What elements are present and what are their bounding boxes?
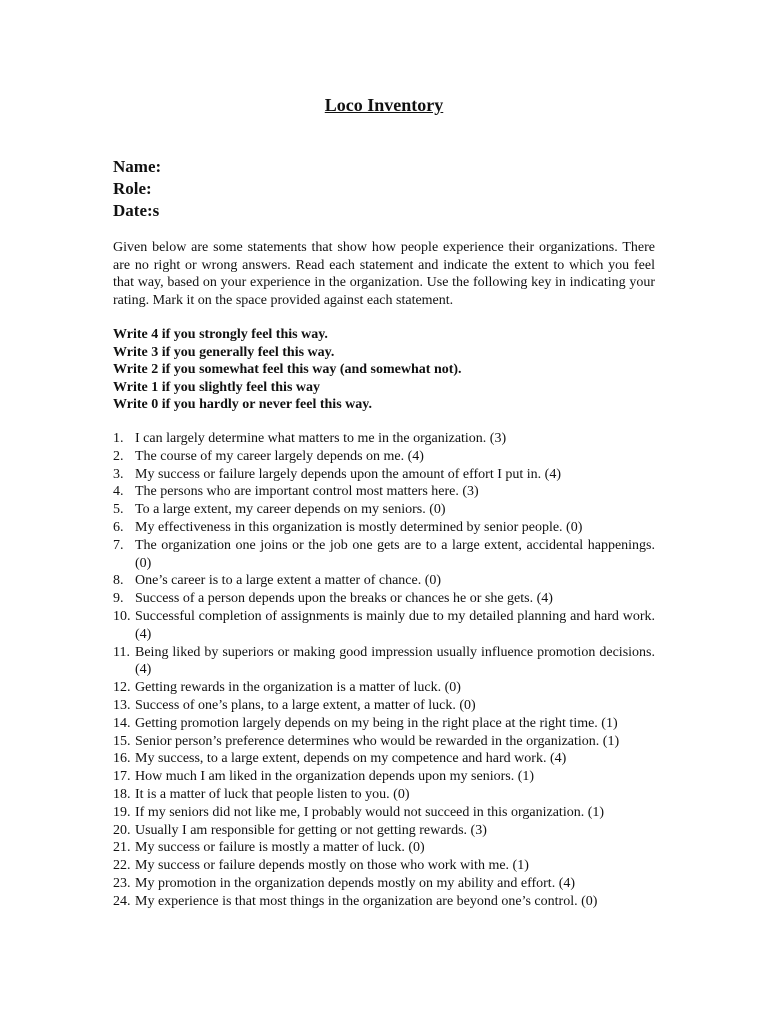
- statement-number: 14.: [113, 715, 131, 731]
- statement-item: [113, 572, 655, 590]
- statement-number: 10.: [113, 608, 131, 624]
- rating-key-line: Write 4 if you strongly feel this way.: [113, 327, 328, 342]
- statement-text: The organization one joins or the job one gets are to a large extent, accidental happenings. (0): [135, 537, 655, 571]
- statement-text: Successful completion of assignments is mainly due to my detailed planning and hard work. (4): [135, 608, 655, 642]
- statement-text: Success of a person depends upon the breaks or chances he or she gets. (4): [135, 591, 553, 607]
- role-field-label: Role:: [113, 179, 152, 198]
- statement-item: [113, 786, 655, 804]
- statement-number: 1.: [113, 431, 124, 446]
- statement-item: [113, 679, 655, 697]
- statement-number: 15.: [113, 733, 131, 749]
- statement-item: [113, 893, 655, 911]
- statement-number: 9.: [113, 591, 124, 607]
- rating-key-line: Write 3 if you generally feel this way.: [113, 344, 335, 360]
- statement-text: To a large extent, my career depends on my seniors. (0): [135, 502, 446, 518]
- statement-number: 7.: [113, 537, 124, 553]
- statement-number: 19.: [113, 804, 131, 820]
- statement-item: [113, 501, 655, 519]
- rating-key-line: Write 0 if you hardly or never feel this way.: [113, 397, 372, 412]
- statement-list: [113, 430, 655, 911]
- statement-text: Usually I am responsible for getting or not getting rewards. (3): [135, 822, 487, 838]
- statement-item: [113, 857, 655, 875]
- statement-item: [113, 733, 655, 751]
- statement-item: [113, 519, 655, 537]
- statement-text: Senior person’s preference determines who would be rewarded in the organization. (1): [135, 733, 620, 749]
- statement-text: If my seniors did not like me, I probably would not succeed in this organization. (1): [135, 804, 605, 820]
- statement-number: 13.: [113, 697, 131, 713]
- statement-number: 2.: [113, 448, 124, 464]
- statement-item: [113, 750, 655, 768]
- statement-text: One’s career is to a large extent a matter of chance. (0): [135, 573, 442, 589]
- statement-item: [113, 768, 655, 786]
- statement-item: [113, 590, 655, 608]
- statement-item: [113, 822, 655, 840]
- statement-number: 12.: [113, 680, 131, 696]
- statement-item: [113, 715, 655, 733]
- statement-number: 6.: [113, 519, 124, 535]
- statement-item: [113, 448, 655, 466]
- statement-number: 4.: [113, 484, 124, 500]
- statement-number: 22.: [113, 858, 131, 874]
- date-field-label: Date:s: [113, 201, 160, 220]
- statement-item: [113, 839, 655, 857]
- statement-number: 11.: [113, 644, 130, 660]
- statement-text: How much I am liked in the organization depends upon my seniors. (1): [135, 769, 535, 785]
- statement-item: [113, 608, 655, 644]
- statement-text: I can largely determine what matters to me in the organization. (3): [135, 431, 507, 446]
- statement-number: 20.: [113, 822, 131, 838]
- statement-item: [113, 483, 655, 501]
- statement-text: Getting promotion largely depends on my being in the right place at the right time. (1): [135, 715, 618, 731]
- instructions-paragraph: Given below are some statements that show how people experience their organizations. There are no right or wrong answers. Read each statement and indicate the extent to which you feel that way, based on your experience in the organization. Use the following key in indicating your rating. Mark it on the space provided against each statement.: [113, 240, 655, 308]
- statement-item: [113, 697, 655, 715]
- statement-number: 5.: [113, 502, 124, 518]
- rating-key-line: Write 2 if you somewhat feel this way (and somewhat not).: [113, 362, 462, 377]
- statement-item: [113, 875, 655, 893]
- statement-item: [113, 466, 655, 484]
- name-field-label: Name:: [113, 157, 162, 176]
- page-title: Loco Inventory: [324, 95, 444, 115]
- statement-number: 23.: [113, 875, 131, 891]
- statement-number: 24.: [113, 893, 131, 909]
- statement-number: 16.: [113, 751, 131, 767]
- statement-item: [113, 644, 655, 680]
- statement-text: The course of my career largely depends on me. (4): [135, 448, 424, 464]
- statement-text: My effectiveness in this organization is mostly determined by senior people. (0): [135, 519, 583, 535]
- statement-number: 17.: [113, 769, 131, 785]
- statement-text: Being liked by superiors or making good impression usually influence promotion decisions. (4): [135, 644, 655, 678]
- rating-key: [113, 326, 655, 414]
- statement-number: 8.: [113, 573, 124, 589]
- statement-number: 21.: [113, 840, 131, 856]
- statement-item: [113, 537, 655, 573]
- statement-text: My success or failure largely depends upon the amount of effort I put in. (4): [135, 466, 561, 482]
- statement-text: My success or failure depends mostly on those who work with me. (1): [135, 858, 529, 874]
- rating-key-line: Write 1 if you slightly feel this way: [113, 379, 321, 395]
- statement-text: Getting rewards in the organization is a matter of luck. (0): [135, 680, 461, 696]
- statement-text: My success or failure is mostly a matter of luck. (0): [135, 840, 425, 856]
- statement-number: 18.: [113, 786, 131, 802]
- statement-text: The persons who are important control most matters here. (3): [135, 484, 479, 500]
- statement-text: My success, to a large extent, depends on my competence and hard work. (4): [135, 751, 567, 767]
- statement-text: It is a matter of luck that people listen to you. (0): [135, 786, 410, 802]
- statement-text: Success of one’s plans, to a large extent, a matter of luck. (0): [135, 697, 476, 713]
- form-fields: [113, 156, 161, 222]
- statement-item: [113, 430, 655, 448]
- statement-text: My experience is that most things in the organization are beyond one’s control. (0): [135, 893, 598, 909]
- statement-item: [113, 804, 655, 822]
- statement-number: 3.: [113, 466, 124, 482]
- statement-text: My promotion in the organization depends mostly on my ability and effort. (4): [135, 875, 576, 891]
